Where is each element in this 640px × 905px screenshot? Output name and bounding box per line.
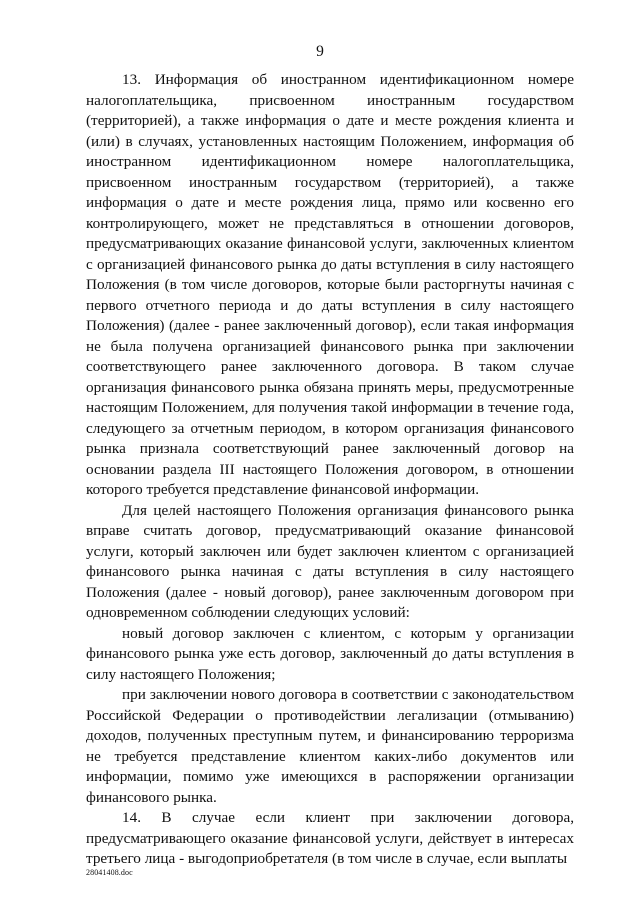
file-name-footer: 28041408.doc xyxy=(86,868,133,877)
paragraph-new-contract-definition: Для целей настоящего Положения организация финансового рынка вправе считать договор, предусматривающий оказание финансовой услуги, который заключен или будет заключен клиентом с организацией финансового рынка начиная с даты вступления в силу настоящего Положения (далее - новый договор), ранее заключенным договором при одновременном соблюдении следующих условий: xyxy=(86,501,574,621)
condition-existing-client: новый договор заключен с клиентом, с которым у организации финансового рынка уже есть договор, заключенный до даты вступления в силу настоящего Положения; xyxy=(86,624,574,683)
condition-no-extra-documents: при заключении нового договора в соответствии с законодательством Российской Федерации о противодействии легализации (отмыванию) доходов, полученных преступным путем, и финансированию терроризма не требуется представление клиентом каких-либо документов или информации, помимо уже имеющихся в распоряжении организации финансового рынка. xyxy=(86,686,574,806)
paragraph-14: 14. В случае если клиент при заключении договора, предусматривающего оказание финансовой услуги, действует в интересах третьего лица - выгодоприобретателя (в том числе в случае, если выплаты xyxy=(86,809,574,867)
page-number: 9 xyxy=(316,43,324,60)
document-body xyxy=(86,70,574,870)
paragraph-13: 13. Информация об иностранном идентификационном номере налогоплательщика, присвоенном иностранным государством (территорией), а также информация о дате и месте рождения клиента и (или) в случаях, установленных настоящим Положением, информация об иностранном идентификационном номере налогоплательщика, присвоенном иностранным государством (территорией), а также информация о дате и месте рождения лица, прямо или косвенно его контролирующего, может не представляться в отношении договоров, предусматривающих оказание финансовой услуги, заключенных клиентом с организацией финансового рынка до даты вступления в силу настоящего Положения (в том числе договоров, которые были расторгнуты начиная с первого отчетного периода и до даты вступления в силу настоящего Положения) (далее - ранее заключенный договор), если такая информация не была получена организацией финансового рынка при заключении соответствующего ранее заключенного договора. В таком случае организация финансового рынка обязана принять меры, предусмотренные настоящим Положением, для получения такой информации в течение года, следующего за отчетным периодом, в котором организация финансового рынка признала соответствующий ранее заключенный договор на основании раздела III настоящего Положения договором, в отношении которого требуется представление финансовой информации. xyxy=(86,71,574,498)
